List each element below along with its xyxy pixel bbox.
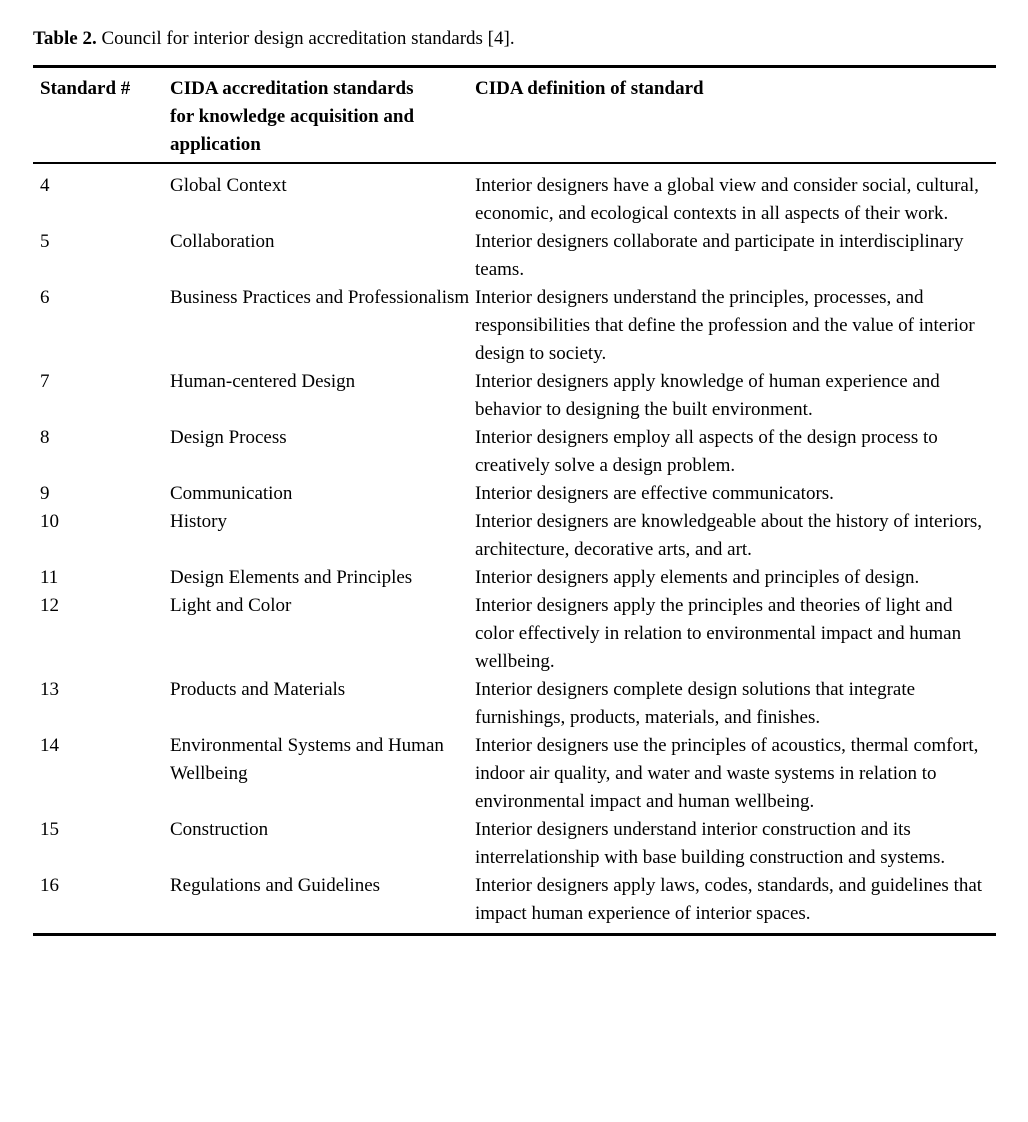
accreditation-standards-table [33,65,996,936]
standard-definition-cell: Interior designers apply the principles and theories of light and color effectively in relation to environmental impact and human wellbeing. [475,595,962,672]
table-row [33,872,996,935]
standard-number-cell: 10 [40,511,59,532]
table-row [33,284,996,368]
standard-definition-cell: Interior designers employ all aspects of the design process to creatively solve a design problem. [475,427,938,476]
column-header-standard-name: CIDA accreditation standards for knowledge acquisition and application [170,67,475,164]
table-row [33,228,996,284]
table-row [33,564,996,592]
standard-number-cell: 13 [40,679,59,700]
standard-definition-cell: Interior designers have a global view and consider social, cultural, economic, and ecological contexts in all aspects of their work. [475,175,979,224]
standard-name-cell: Light and Color [170,595,292,616]
standard-number-cell: 9 [40,483,50,504]
table-row [33,508,996,564]
column-header-standard-definition: CIDA definition of standard [475,67,996,164]
standard-definition-cell: Interior designers complete design solutions that integrate furnishings, products, materials, and finishes. [475,679,916,728]
table-row [33,480,996,508]
table-caption-text: Council for interior design accreditation standards [4]. [101,28,515,49]
standard-number-cell: 6 [40,287,50,308]
standard-definition-cell: Interior designers understand the principles, processes, and responsibilities that define the profession and the value of interior design to society. [475,287,975,364]
standard-definition-cell: Interior designers apply knowledge of human experience and behavior to designing the built environment. [475,371,940,420]
standard-name-cell: Collaboration [170,231,275,252]
table-body [33,163,996,935]
standard-number-cell: 4 [40,175,50,196]
standard-name-cell: Products and Materials [170,679,346,700]
standard-definition-cell: Interior designers apply laws, codes, standards, and guidelines that impact human experience of interior spaces. [475,875,983,924]
standard-definition-cell: Interior designers apply elements and principles of design. [475,567,920,588]
standard-name-cell: Human-centered Design [170,371,356,392]
standard-name-cell: Global Context [170,175,287,196]
standard-number-cell: 5 [40,231,50,252]
standard-number-cell: 14 [40,735,59,756]
standard-name-cell: Communication [170,483,293,504]
standard-name-cell: Design Process [170,427,287,448]
table-header [33,67,996,164]
table-row [33,816,996,872]
standard-definition-cell: Interior designers use the principles of acoustics, thermal comfort, indoor air quality, and water and waste systems in relation to environmental impact and human wellbeing. [475,735,979,812]
standard-definition-cell: Interior designers understand interior construction and its interrelationship with base building construction and systems. [475,819,946,868]
standard-name-cell: Design Elements and Principles [170,567,413,588]
standard-number-cell: 12 [40,595,59,616]
standard-number-cell: 15 [40,819,59,840]
standard-definition-cell: Interior designers are knowledgeable about the history of interiors, architecture, decorative arts, and art. [475,511,983,560]
table-caption-label: Table 2. [33,28,97,49]
standard-definition-cell: Interior designers collaborate and participate in interdisciplinary teams. [475,231,964,280]
standard-number-cell: 8 [40,427,50,448]
table-row [33,368,996,424]
standard-name-cell: Business Practices and Professionalism [170,287,470,308]
table-row [33,163,996,228]
standard-number-cell: 16 [40,875,59,896]
standard-number-cell: 11 [40,567,59,588]
standard-name-cell: Regulations and Guidelines [170,875,381,896]
column-header-standard-number: Standard # [33,67,170,164]
table-row [33,592,996,676]
table-caption [33,26,996,52]
standard-name-cell: History [170,511,227,532]
standard-name-cell: Environmental Systems and Human Wellbeing [170,735,444,784]
standard-definition-cell: Interior designers are effective communicators. [475,483,834,504]
standard-number-cell: 7 [40,371,50,392]
table-row [33,732,996,816]
table-header-row [33,67,996,164]
table-row [33,676,996,732]
table-row [33,424,996,480]
standard-name-cell: Construction [170,819,269,840]
